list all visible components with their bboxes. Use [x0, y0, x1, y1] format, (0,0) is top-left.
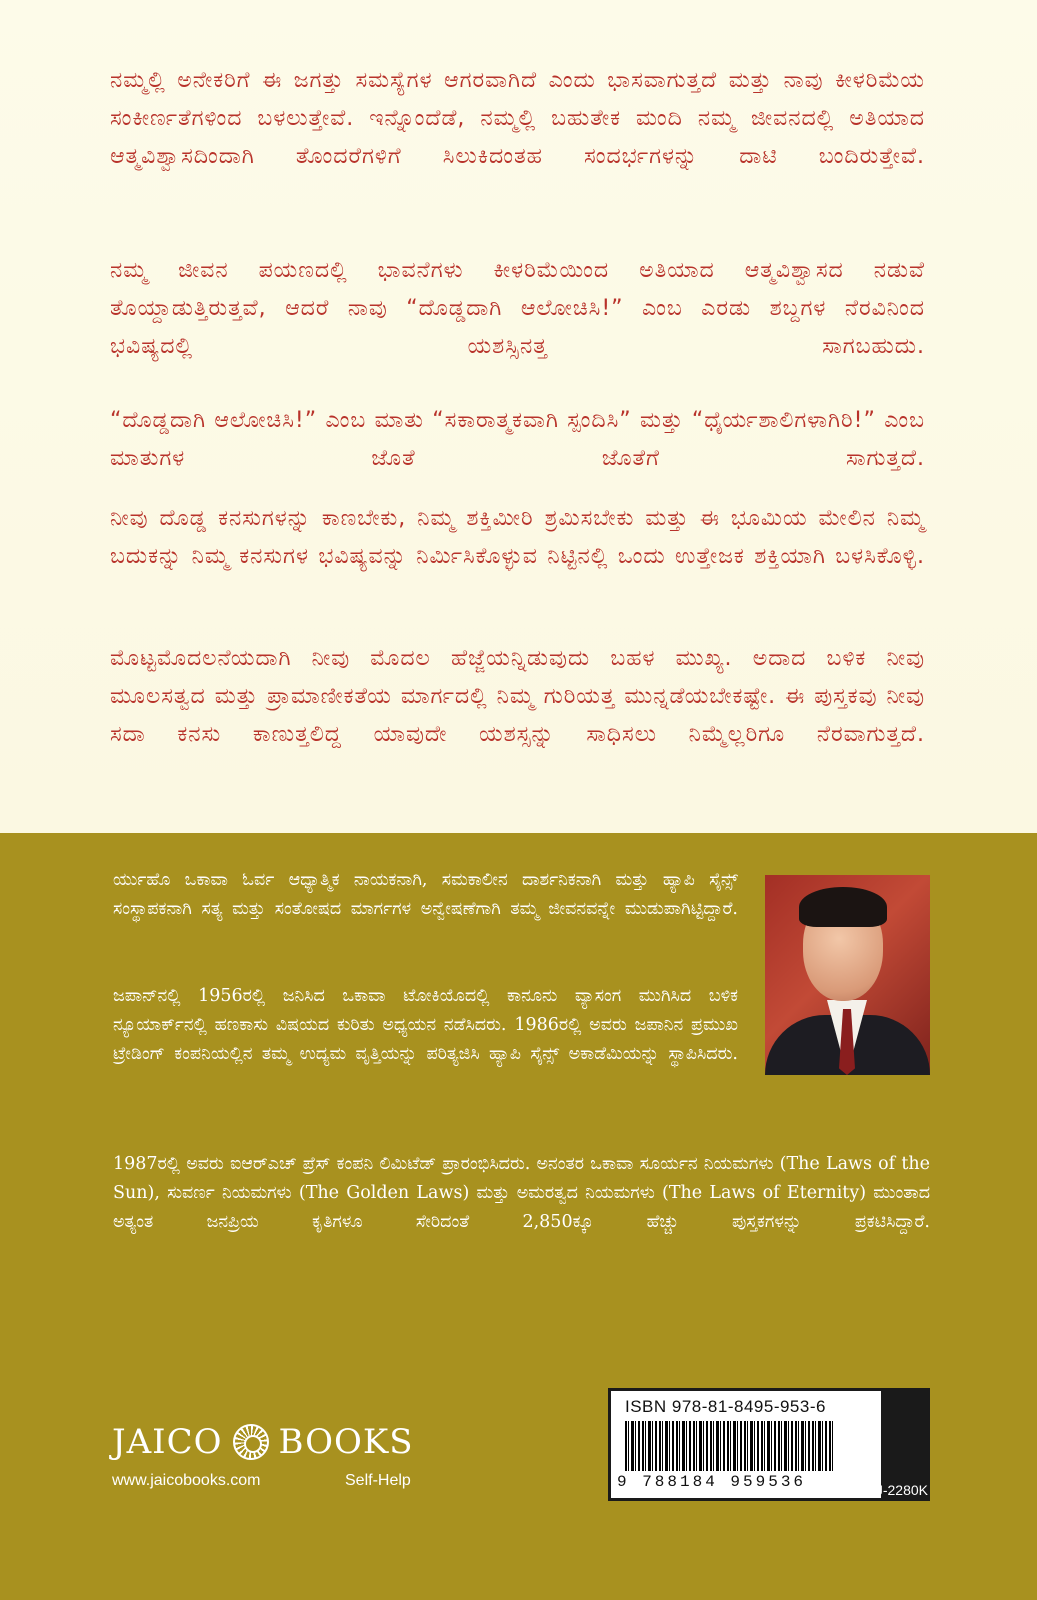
logo-word-books: BOOKS: [278, 1422, 414, 1462]
author-photo: [765, 875, 930, 1075]
blurb-paragraph-5: ಮೊಟ್ಟಮೊದಲನೆಯದಾಗಿ ನೀವು ಮೊದಲ ಹೆಜ್ಜೆಯನ್ನಿಡುವುದು ಬಹಳ ಮುಖ್ಯ. ಅದಾದ ಬಳಿಕ ನೀವು ಮೂಲಸತ್ವದ ಮತ್ತು ಪ್ರಾಮಾಣೀಕತೆಯ ಮಾರ್ಗದಲ್ಲಿ ನಿಮ್ಮ ಗುರಿಯತ್ತ ಮುನ್ನಡೆಯಬೇಕಷ್ಟೇ. ಈ ಪುಸ್ತಕವು ನೀವು ಸದಾ ಕನಸು ಕಾಣುತ್ತಲಿದ್ದ ಯಾವುದೇ ಯಶಸ್ಸನ್ನು ಸಾಧಿಸಲು ನಿಮ್ಮೆಲ್ಲರಿಗೂ ನೆರವಾಗುತ್ತದೆ.: [110, 646, 925, 747]
book-category: Self-Help: [345, 1472, 411, 1489]
author-bio-paragraph-3: 1987ರಲ್ಲಿ ಅವರು ಐಆರ್‌ಎಚ್ ಪ್ರೆಸ್ ಕಂಪನಿ ಲಿಮಿಟೆಡ್ ಪ್ರಾರಂಭಿಸಿದರು. ಅನಂತರ ಒಕಾವಾ ಸೂರ್ಯನ ನಿಯಮಗಳು (The Laws of the Sun), ಸುವರ್ಣ ನಿಯಮಗಳು (The Golden Laws) ಮತ್ತು ಅಮರತ್ವದ ನಿಯಮಗಳು (The Laws of Eternity) ಮುಂತಾದ ಅತ್ಯಂತ ಜನಪ್ರಿಯ ಕೃತಿಗಳೂ ಸೇರಿದಂತೆ 2,850ಕ್ಕೂ ಹೆಚ್ಚು ಪುಸ್ತಕಗಳನ್ನು ಪ್ರಕಟಿಸಿದ್ದಾರೆ.: [113, 1154, 930, 1232]
blurb-paragraph-4: ನೀವು ದೊಡ್ಡ ಕನಸುಗಳನ್ನು ಕಾಣಬೇಕು, ನಿಮ್ಮ ಶಕ್ತಿಮೀರಿ ಶ್ರಮಿಸಬೇಕು ಮತ್ತು ಈ ಭೂಮಿಯ ಮೇಲಿನ ನಿಮ್ಮ ಬದುಕನ್ನು ನಿಮ್ಮ ಕನಸುಗಳ ಭವಿಷ್ಯವನ್ನು ನಿರ್ಮಿಸಿಕೊಳ್ಳುವ ನಿಟ್ಟಿನಲ್ಲಿ ಒಂದು ಉತ್ತೇಜಕ ಶಕ್ತಿಯಾಗಿ ಬಳಸಿಕೊಳ್ಳಿ.: [110, 506, 925, 569]
sun-emblem-icon: [233, 1424, 269, 1460]
blurb-paragraph-1: ನಮ್ಮಲ್ಲಿ ಅನೇಕರಿಗೆ ಈ ಜಗತ್ತು ಸಮಸ್ಯೆಗಳ ಆಗರವಾಗಿದೆ ಎಂದು ಭಾಸವಾಗುತ್ತದೆ ಮತ್ತು ನಾವು ಕೀಳರಿಮೆಯ ಸಂಕೀರ್ಣತೆಗಳಿಂದ ಬಳಲುತ್ತೇವೆ. ಇನ್ನೊಂದೆಡೆ, ನಮ್ಮಲ್ಲಿ ಬಹುತೇಕ ಮಂದಿ ನಮ್ಮ ಜೀವನದಲ್ಲಿ ಅತಿಯಾದ ಆತ್ಮವಿಶ್ವಾಸದಿಂದಾಗಿ ತೊಂದರೆಗಳಿಗೆ ಸಿಲುಕಿದಂತಹ ಸಂದರ್ಭಗಳನ್ನು ದಾಟಿ ಬಂದಿರುತ್ತೇವೆ.: [110, 68, 925, 169]
author-bio-paragraph-1: ರ್ಯುಹೊ ಒಕಾವಾ ಓರ್ವ ಆಧ್ಯಾತ್ಮಿಕ ನಾಯಕನಾಗಿ, ಸಮಕಾಲೀನ ದಾರ್ಶನಿಕನಾಗಿ ಮತ್ತು ಹ್ಯಾಪಿ ಸೈನ್ಸ್ ಸಂಸ್ಥಾಪಕನಾಗಿ ಸತ್ಯ ಮತ್ತು ಸಂತೋಷದ ಮಾರ್ಗಗಳ ಅನ್ವೇಷಣೆಗಾಗಿ ತಮ್ಮ ಜೀವನವನ್ನೇ ಮುಡುಪಾಗಿಟ್ಟಿದ್ದಾರೆ.: [113, 870, 738, 919]
publisher-website: www.jaicobooks.com: [112, 1472, 261, 1489]
photo-hair: [799, 887, 887, 927]
barcode-digits: 9 788184 959536: [617, 1473, 807, 1491]
blurb-paragraph-2: ನಮ್ಮ ಜೀವನ ಪಯಣದಲ್ಲಿ ಭಾವನೆಗಳು ಕೀಳರಿಮೆಯಿಂದ ಅತಿಯಾದ ಆತ್ಮವಿಶ್ವಾಸದ ನಡುವೆ ತೊಯ್ದಾಡುತ್ತಿರುತ್ತವೆ, ಆದರೆ ನಾವು “ದೊಡ್ಡದಾಗಿ ಆಲೋಚಿಸಿ!” ಎಂಬ ಎರಡು ಶಬ್ದಗಳ ನೆರವಿನಿಂದ ಭವಿಷ್ಯದಲ್ಲಿ ಯಶಸ್ಸಿನತ್ತ ಸಾಗಬಹುದು.: [110, 258, 925, 359]
publisher-logo: [112, 1418, 414, 1466]
isbn-number: ISBN 978-81-8495-953-6: [625, 1397, 826, 1416]
barcode-bars: [625, 1421, 833, 1471]
blurb-paragraph-3: “ದೊಡ್ಡದಾಗಿ ಆಲೋಚಿಸಿ!” ಎಂಬ ಮಾತು “ಸಕಾರಾತ್ಮಕವಾಗಿ ಸ್ಪಂದಿಸಿ” ಮತ್ತು “ಧೈರ್ಯಶಾಲಿಗಳಾಗಿರಿ!” ಎಂಬ ಮಾತುಗಳ ಜೊತೆ ಜೊತೆಗೆ ಸಾಗುತ್ತದೆ.: [110, 408, 925, 471]
product-code: J-2280K: [875, 1482, 928, 1498]
author-bio-paragraph-2: ಜಪಾನ್‌ನಲ್ಲಿ 1956ರಲ್ಲಿ ಜನಿಸಿದ ಒಕಾವಾ ಟೋಕಿಯೊದಲ್ಲಿ ಕಾನೂನು ವ್ಯಾಸಂಗ ಮುಗಿಸಿದ ಬಳಿಕ ನ್ಯೂಯಾರ್ಕ್‌ನಲ್ಲಿ ಹಣಕಾಸು ವಿಷಯದ ಕುರಿತು ಅಧ್ಯಯನ ನಡೆಸಿದರು. 1986ರಲ್ಲಿ ಅವರು ಜಪಾನಿನ ಪ್ರಮುಖ ಟ್ರೇಡಿಂಗ್ ಕಂಪನಿಯಲ್ಲಿನ ತಮ್ಮ ಉದ್ಯಮ ವೃತ್ತಿಯನ್ನು ಪರಿತ್ಯಜಿಸಿ ಹ್ಯಾಪಿ ಸೈನ್ಸ್ ಅಕಾಡೆಮಿಯನ್ನು ಸ್ಥಾಪಿಸಿದರು.: [113, 986, 738, 1064]
logo-word-jaico: JAICO: [112, 1422, 223, 1462]
